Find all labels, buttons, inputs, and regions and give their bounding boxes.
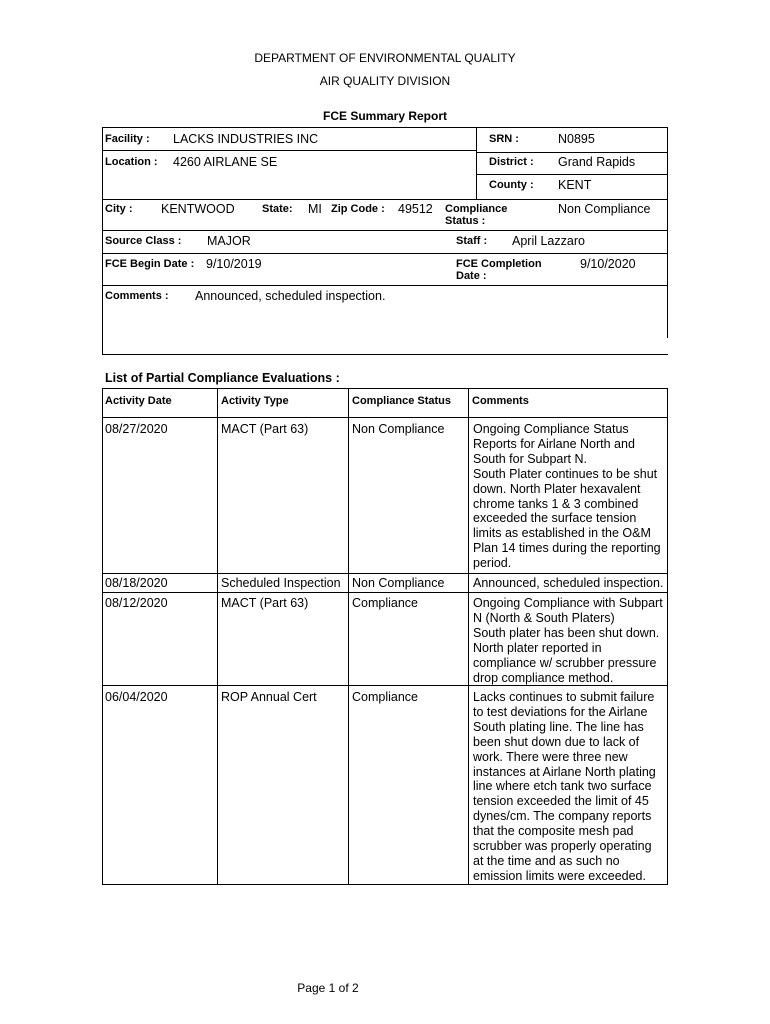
pce-header-compliance-status: Compliance Status (352, 395, 452, 407)
comment-line: line where etch tank two surface (473, 779, 652, 794)
comments-value: Announced, scheduled inspection. (195, 289, 386, 303)
county-label: County : (489, 179, 534, 191)
pce-header-activity-type: Activity Type (221, 395, 289, 407)
comment-line: to test deviations for the Airlane (473, 704, 648, 719)
pce-row-divider-2 (102, 592, 668, 593)
pce-header-activity-date: Activity Date (105, 395, 172, 407)
pce-table-right-border (667, 388, 668, 885)
comment-line: limits as established in the O&M (473, 526, 651, 541)
city-label: City : (105, 203, 133, 215)
comment-line: drop compliance method. (473, 670, 614, 685)
comment-line: been shut down due to lack of (473, 734, 640, 749)
comment-line: Announced, scheduled inspection. (473, 576, 664, 590)
source-class-label: Source Class : (105, 235, 182, 247)
pce-section-title: List of Partial Compliance Evaluations : (105, 371, 340, 385)
pce-row-3-type: MACT (Part 63) (221, 596, 309, 610)
facility-row-divider-1 (102, 150, 476, 151)
facility-value: LACKS INDUSTRIES INC (173, 132, 319, 146)
pce-table-bottom-border (102, 884, 668, 885)
report-title: FCE Summary Report (322, 109, 448, 123)
comment-line: exceeded the surface tension (473, 511, 637, 526)
fce-completion-label-line1: FCE Completion (456, 258, 542, 270)
facility-box-left-border (102, 127, 103, 355)
pce-header-divider (102, 417, 668, 418)
comment-line: compliance w/ scrubber pressure (473, 655, 657, 670)
facility-row-divider-2 (476, 174, 668, 175)
pce-row-1-status: Non Compliance (352, 422, 445, 436)
facility-row-divider-3 (102, 199, 668, 200)
srn-label: SRN : (489, 133, 519, 145)
pce-row-4-status: Compliance (352, 690, 419, 704)
facility-row-divider-4 (102, 230, 668, 231)
pce-col-divider-3 (468, 388, 469, 885)
comment-line: tension exceeded the limit of 45 (473, 794, 649, 809)
comment-line: period. (473, 556, 512, 571)
fce-begin-value: 9/10/2019 (206, 257, 262, 271)
zip-value: 49512 (398, 202, 433, 216)
pce-row-1-date: 08/27/2020 (105, 422, 168, 436)
pce-row-2-type: Scheduled Inspection (221, 576, 341, 590)
pce-row-4-type: ROP Annual Cert (221, 690, 317, 704)
pce-row-1-comments (473, 422, 667, 571)
fce-begin-label: FCE Begin Date : (105, 258, 195, 270)
pce-row-3-comments (473, 596, 667, 685)
staff-label: Staff : (456, 235, 488, 247)
comment-line: Ongoing Compliance Status (473, 422, 629, 436)
comment-line: North plater reported in (473, 640, 602, 655)
pce-row-4-date: 06/04/2020 (105, 690, 168, 704)
comment-line: scrubber was properly operating (473, 839, 652, 854)
facility-box-right-border (667, 127, 668, 338)
comments-label: Comments : (105, 290, 169, 302)
compliance-status-label-line2: Status : (445, 215, 486, 227)
comment-line: Ongoing Compliance with Subpart (473, 596, 663, 610)
fce-completion-label-line2: Date : (456, 270, 487, 282)
comment-line: chrome tanks 1 & 3 combined (473, 496, 639, 511)
comment-line: South for Subpart N. (473, 451, 587, 466)
facility-row-divider-1b (476, 152, 668, 153)
pce-row-divider-1 (102, 573, 668, 574)
comment-line: Lacks continues to submit failure (473, 690, 655, 704)
facility-column-divider (476, 127, 477, 200)
pce-row-1-type: MACT (Part 63) (221, 422, 309, 436)
city-value: KENTWOOD (161, 202, 235, 216)
comment-line: down. North Plater hexavalent (473, 481, 641, 496)
pce-table-top-border (102, 388, 668, 389)
department-title: DEPARTMENT OF ENVIRONMENTAL QUALITY (254, 51, 516, 65)
staff-value: April Lazzaro (512, 234, 585, 248)
pce-row-2-status: Non Compliance (352, 576, 445, 590)
srn-value: N0895 (558, 132, 595, 146)
pce-header-comments: Comments (472, 395, 529, 407)
division-title: AIR QUALITY DIVISION (319, 74, 451, 88)
state-value: MI (308, 202, 322, 216)
district-label: District : (489, 156, 534, 168)
compliance-status-label-line1: Compliance (445, 203, 508, 215)
comment-line: South plater has been shut down. (473, 625, 660, 640)
zip-label: Zip Code : (331, 203, 385, 215)
county-value: KENT (558, 178, 592, 192)
page-number: Page 1 of 2 (297, 981, 359, 995)
facility-row-divider-5 (102, 253, 668, 254)
comment-line: work. There were three new (473, 749, 628, 764)
pce-row-4-comments (473, 690, 667, 884)
pce-col-divider-2 (348, 388, 349, 885)
pce-row-2-date: 08/18/2020 (105, 576, 168, 590)
facility-label: Facility : (105, 133, 150, 145)
facility-row-divider-6 (102, 285, 668, 286)
location-label: Location : (105, 156, 158, 168)
comment-line: South plating line. The line has (473, 719, 644, 734)
source-class-value: MAJOR (207, 234, 251, 248)
district-value: Grand Rapids (558, 155, 636, 169)
comment-line: N (North & South Platers) (473, 610, 615, 625)
comment-line: Reports for Airlane North and (473, 436, 635, 451)
pce-col-divider-1 (217, 388, 218, 885)
facility-box-top-border (102, 127, 668, 128)
location-value: 4260 AIRLANE SE (173, 155, 278, 169)
comment-line: at the time and as such no (473, 853, 620, 868)
pce-row-3-date: 08/12/2020 (105, 596, 168, 610)
comment-line: Plan 14 times during the reporting (473, 541, 661, 556)
facility-box-bottom-border (102, 354, 668, 355)
comment-line: instances at Airlane North plating (473, 764, 656, 779)
fce-completion-value: 9/10/2020 (580, 257, 636, 271)
comment-line: emission limits were exceeded. (473, 868, 646, 883)
pce-row-3-status: Compliance (352, 596, 419, 610)
compliance-status-value: Non Compliance (558, 202, 651, 216)
state-label: State: (262, 203, 293, 215)
comment-line: South Plater continues to be shut (473, 466, 658, 481)
comment-line: dynes/cm. The company reports (473, 809, 652, 824)
pce-table-left-border (102, 388, 103, 885)
pce-row-2-comments (473, 576, 667, 591)
comment-line: that the composite mesh pad (473, 824, 634, 839)
